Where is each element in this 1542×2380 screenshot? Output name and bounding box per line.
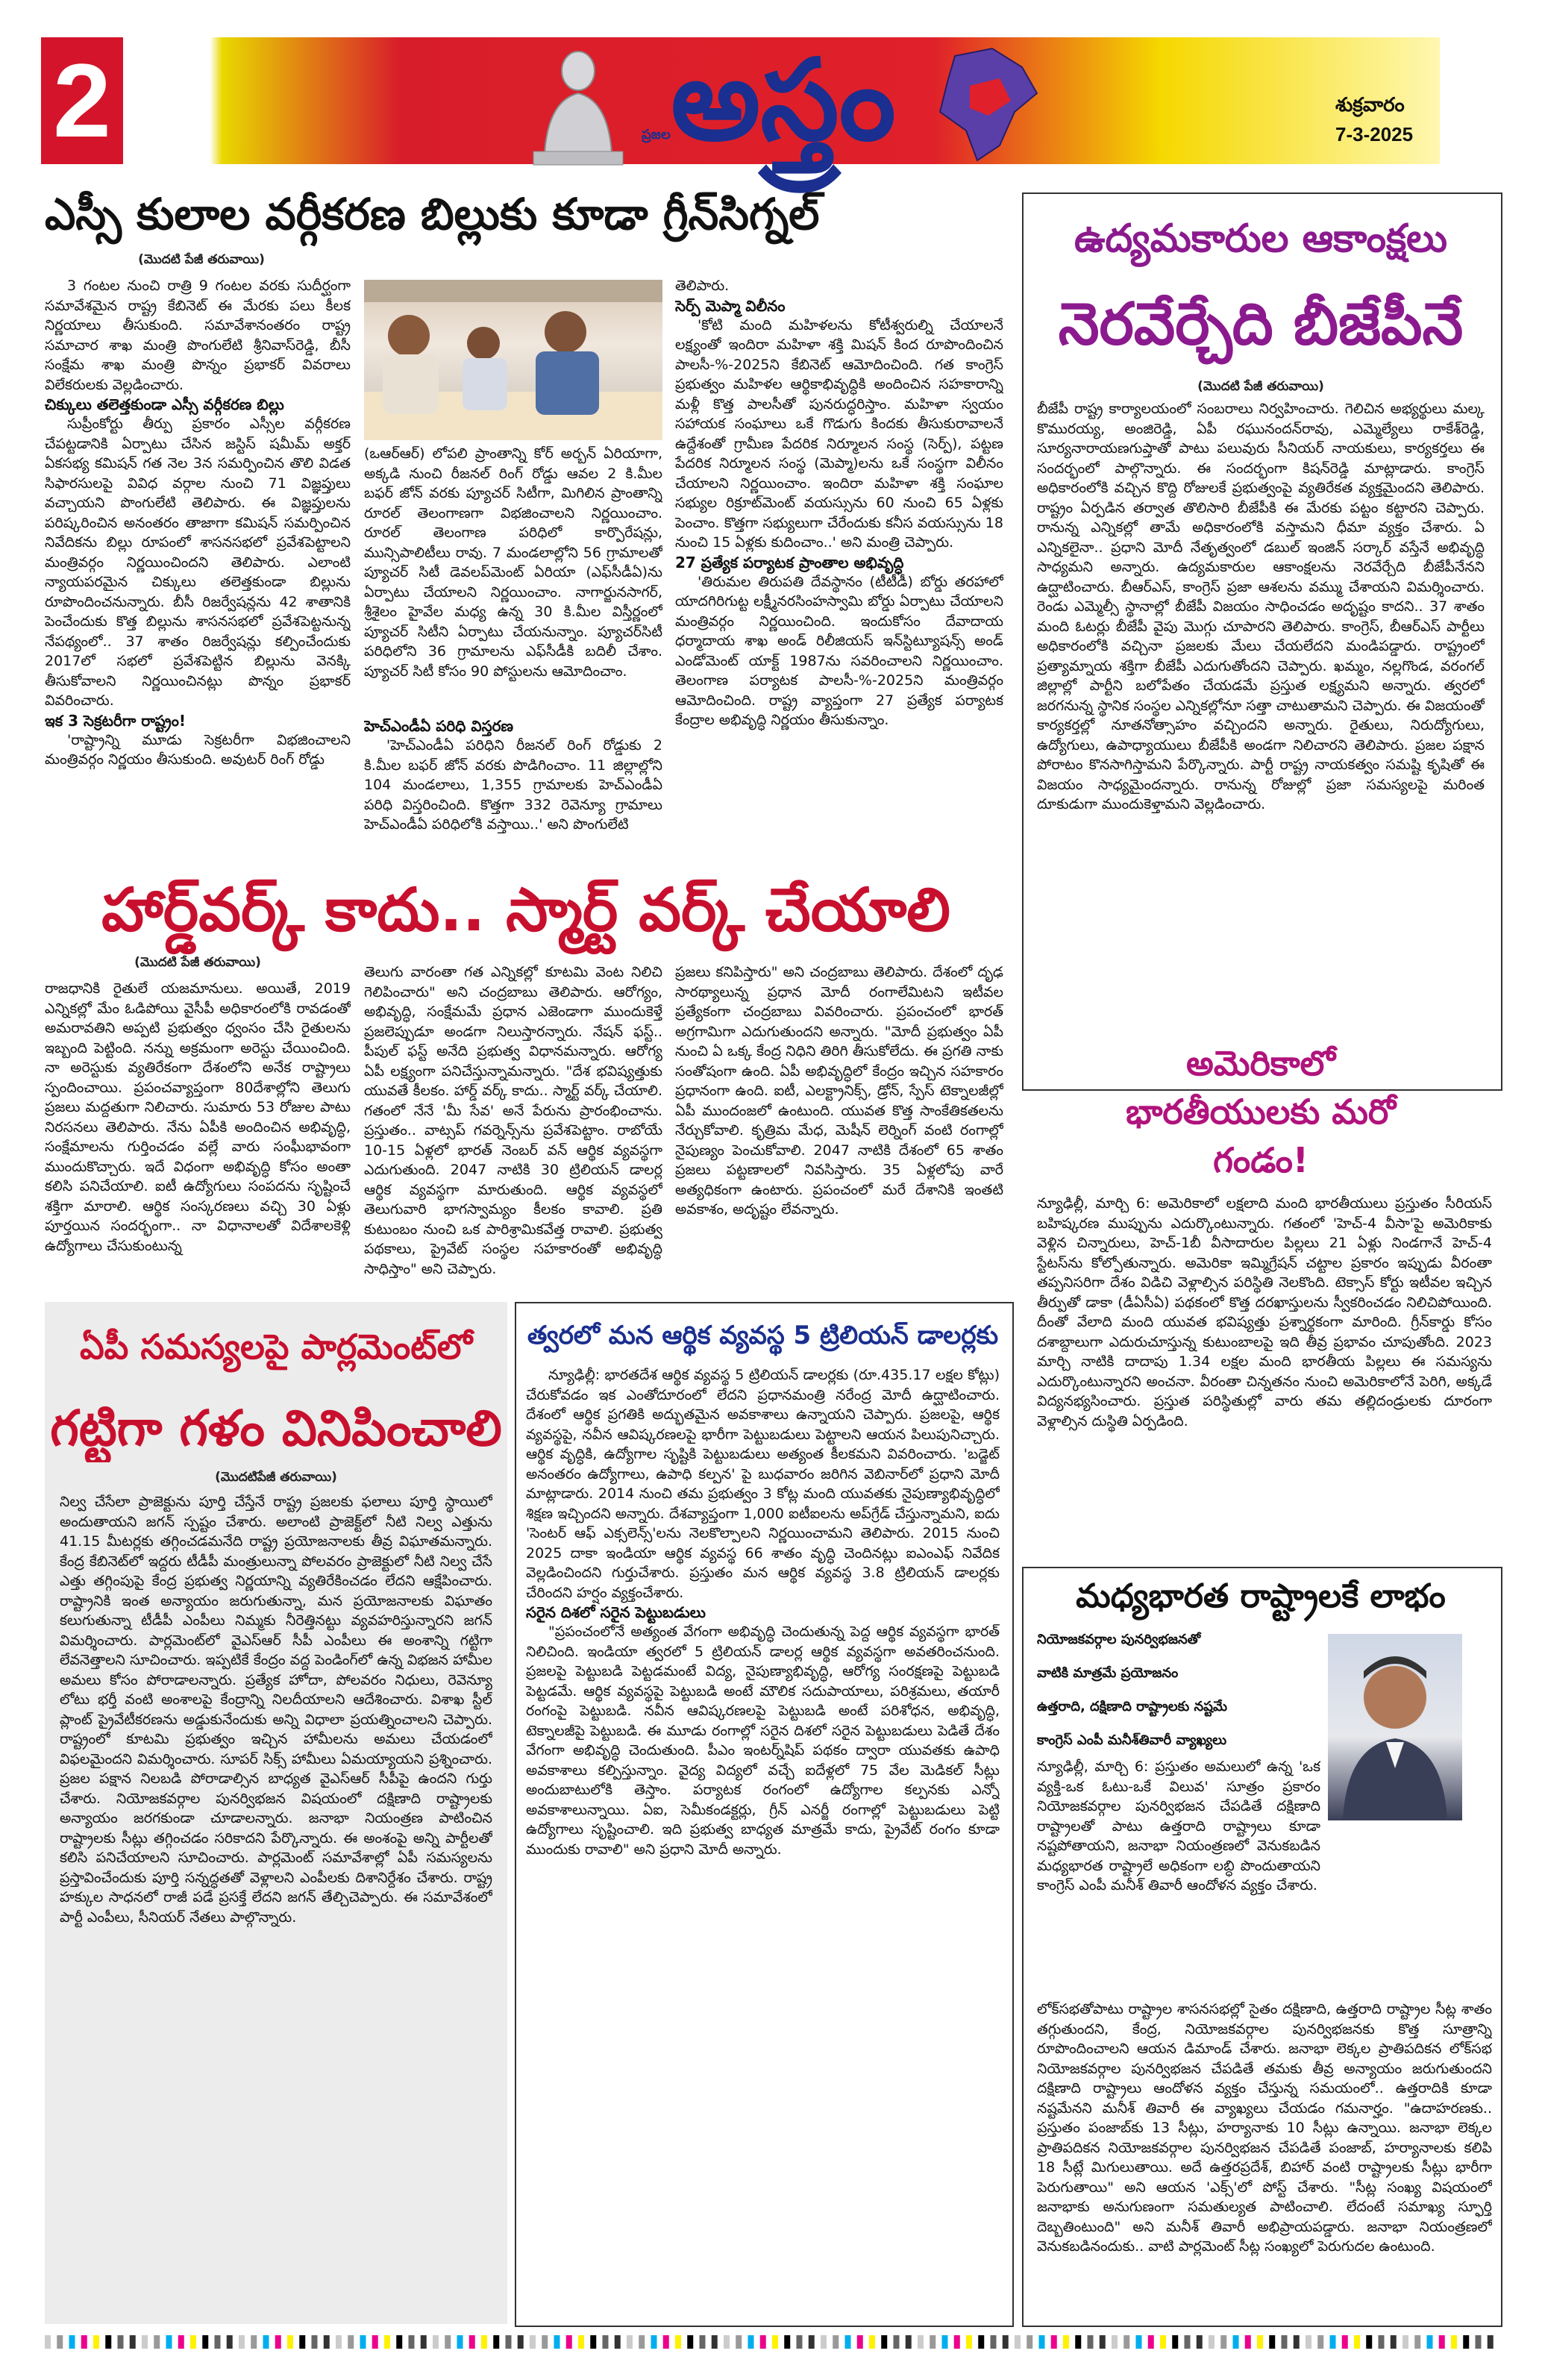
story3-body: బీజేపీ రాష్ట్ర కార్యాలయంలో సంబరాలు నిర్వహించారు. గెలిచిన అభ్యర్థులు మల్క కొమురయ్య, అంజిరెడ్డి, ఏపీ రఘునందన్‌రావు, ఎమ్మెల్యేలు రాకేశ్‌రెడ్డి, సూర్యనారాయణగుప్తాతో పాటు పలువురు సీనియర్ నాయకులు, కార్యకర్తలు ఈ సందర్భంలో పాల్గొన్నారు. ఈ సందర్భంగా కిషన్‌రెడ్డి మాట్లాడారు. కాంగ్రెస్ అధికారంలోకి వచ్చిన కొద్ది రోజులకే ప్రభుత్వంపై వ్యతిరేకత వ్యక్తమైందని తెలిపారు. రాష్ట్రం ఏర్పడిన తర్వాత తొలిసారి బీజేపీకి ఈ మేరకు పట్టం కట్టారని చెప్పారు. రానున్న ఎన్నికల్లో తామే అధికారంలోకి వస్తామని ధీమా వ్యక్తం చేశారు. ఏ ఎన్నికలైనా.. ప్రధాని మోదీ నేతృత్వంలో డబుల్ ఇంజిన్ సర్కార్ వస్తేనే అభివృద్ధి సాధ్యమని అన్నారు. ఉద్యమకారుల ఆకాంక్షలను నెరవేర్చేది బీజేపీనేనని ఉద్ఘాటించారు. బీఆర్ఎస్, కాంగ్రెస్ ప్రజా ఆశలను వమ్ము చేశాయని విమర్శించారు. రెండు ఎమ్మెల్సీ స్థానాల్లో బీజేపీ విజయం సాధించడం అదృష్టం కాదని.. 37 శాతం మంది ఓటర్లు బీజేపీ వైపు మొగ్గు చూపారని తెలిపారు. కాంగ్రెస్, బీఆర్ఎస్ పార్టీలు అధికారంలోకి వచ్చినా ప్రజలకు మేలు చేయలేదని మండిపడ్డారు. రాష్ట్రంలో ప్రత్యామ్నాయ శక్తిగా బీజేపీ ఎదుగుతోందని చెప్పారు. ఖమ్మం, నల్లగొండ, వరంగల్ జిల్లాల్లో పార్టీని బలోపేతం చేయడమే ప్రస్తుత లక్ష్యమని అన్నారు. త్వరలో జరగనున్న స్థానిక సంస్థల ఎన్నికల్లోనూ సత్తా చాటుతామని చెప్పారు. ఈ విజయంతో కార్యకర్తల్లో నూతనోత్సాహం వచ్చిందని అన్నారు. రైతులు, నిరుద్యోగులు, ఉద్యోగులు, ఉపాధ్యాయులు బీజేపీకి అండగా నిలిచారని తెలిపారు. ప్రజల పక్షాన పోరాటం కొనసాగిస్తామని పేర్కొన్నారు. పార్టీ రాష్ట్ర నాయకత్వం సమష్టి కృషితో ఈ విజయం సాధ్యమైందన్నారు. రానున్న రోజుల్లో ప్రజా సమస్యలపై మరింత దూకుడుగా ముందుకెళ్తామని వెల్లడించారు. [1037, 401, 1485, 812]
story3-headline-line2: నెరవేర్చేది బీజేపీనే [1058, 291, 1464, 358]
story6-body2: "ప్రపంచంలోనే అత్యంత వేగంగా అభివృద్ధి చెందుతున్న పెద్ద ఆర్థిక వ్యవస్థగా భారత్ నిలిచింది. ఇండియా త్వరలో 5 ట్రిలియన్ డాలర్ల ఆర్థిక వ్యవస్థగా అవతరించనుంది. ప్రజలపై పెట్టుబడి పెట్టడమంటే విద్య, నైపుణ్యాభివృద్ధి, ఆరోగ్య సంరక్షణపై పెట్టుబడి పెట్టడమే. ఆర్థిక వ్యవస్థపై పెట్టుబడి అంటే మౌలిక సదుపాయాలు, పరిశ్రమలు, తయారీ రంగంపై పెట్టుబడి. నవీన ఆవిష్కరణలపై పెట్టుబడి అంటే పరిశోధన, అభివృద్ధి, టెక్నాలజీపై పెట్టుబడి. ఈ మూడు రంగాల్లో సరైన దిశలో సరైన పెట్టుబడులు పెడితే దేశం వేగంగా అభివృద్ధి చెందుతుంది. పీఎం ఇంటర్న్‌షిప్ పథకం ద్వారా యువతకు ఉపాధి అవకాశాలు కల్పిస్తున్నాం. వైద్య విద్యలో వచ్చే ఐదేళ్లలో 75 వేల మెడికల్ సీట్లు అందుబాటులోకి తెస్తాం. పర్యాటక రంగంలో ఉద్యోగాల కల్పనకు ఎన్నో అవకాశాలున్నాయి. ఏఐ, సెమీకండక్టర్లు, గ్రీన్ ఎనర్జీ రంగాల్లో పెట్టుబడులు పెట్టి ఉద్యోగాలు సృష్టించాలి. ఇది ప్రభుత్వ బాధ్యత మాత్రమే కాదు, ప్రైవేట్ రంగం కూడా ముందుకు రావాలి" అని ప్రధాని మోదీ అన్నారు. [526, 1623, 1000, 1858]
story1-sub2: ఇక 3 సెక్రటరీగా రాష్ట్రం! [45, 711, 186, 730]
person-portrait-illustration [1328, 1634, 1462, 1820]
story2-byline: (మొదటి పేజీ తరువాయి) [134, 955, 261, 970]
story2-col2: తెలుగు వారంతా గత ఎన్నికల్లో కూటమి వెంట నిలిచి గెలిపించారు" అని చంద్రబాబు తెలిపారు. ఆరోగ్యం, అభివృద్ధి, సంక్షేమమే ప్రధాన ఎజెండాగా ముందుకెళ్తే ప్రజలెప్పుడూ అండగా నిలుస్తారన్నారు. నేషన్ ఫస్ట్.. పీపుల్ ఫస్ట్ అనేది ప్రభుత్వ విధానమన్నారు. ఆరోగ్య ఏపీ లక్ష్యంగా పనిచేస్తున్నామన్నారు. "దేశ భవిష్యత్తుకు యువతే కీలకం. హార్డ్ వర్క్ కాదు.. స్మార్ట్ వర్క్ చేయాలి. గతంలో నేనే 'మీ సేవ' అనే పేరును ప్రారంభించాను. ప్రస్తుతం.. వాట్సప్ గవర్నెన్స్‌ను ప్రవేశపెట్టాం. రాబోయే 10-15 ఏళ్లలో భారత్ నెంబర్ వన్ ఆర్థిక వ్యవస్థగా ఎదుగుతుంది. 2047 నాటికి 30 ట్రిలియన్ డాలర్ల ఆర్థిక వ్యవస్థగా మారుతుంది. ఆర్థిక వ్యవస్థలో తెలుగువారి భాగస్వామ్యం కీలకం కావాలి. ప్రతి కుటుంబం నుంచి ఒక పారిశ్రామికవేత్త రావాలి. ప్రభుత్వ పథకాలు, ప్రైవేట్ సంస్థల సహకారంతో అభివృద్ధి సాధిస్తాం" అని చెప్పారు. [364, 964, 662, 1277]
story7-sub1: నియోజకవర్గాల పునర్విభజనతో [1037, 1632, 1201, 1647]
story2-col1: రాజధానికి రైతులే యజమానులు. అయితే, 2019 ఎన్నికల్లో మేం ఓడిపోయి వైసీపీ అధికారంలోకి రావడంతో అమరావతిని అప్పటి ప్రభుత్వం ధ్వంసం చేసి రైతులను ఇబ్బంది పెట్టింది. నన్ను అక్రమంగా అరెస్టు చేయించింది. నా అరెస్టుకు వ్యతిరేకంగా దేశంలోని అనేక రాష్ట్రాలు స్పందించాయి. ప్రపంచవ్యాప్తంగా 80దేశాల్లోని తెలుగు ప్రజలు మద్దతుగా నిలిచారు. సుమారు 53 రోజుల పాటు నిరసనలు తెలిపారు. నేను ఏపీకి అందించిన అభివృద్ధి, సంక్షేమాలను గుర్తించడం వల్లే వారు సంఘీభావంగా ముందుకొచ్చారు. ఇదే విధంగా అభివృద్ధి కోసం అంతా కలిసి పనిచేయాలి. ఐటీ ఉద్యోగులు సంపదను సృష్టించే శక్తిగా మారాలి. ఆర్థిక సంస్కరణలు వచ్చి 30 ఏళ్లు పూర్తయిన సందర్భంగా.. నా విధానాలతో విదేశాలకెళ్లి ఉద్యోగాలు చేసుకుంటున్న [45, 980, 351, 1254]
masthead [0, 0, 1542, 179]
story7-sub3: ఉత్తరాది, దక్షిణాది రాష్ట్రాలకు నష్టమే [1037, 1699, 1228, 1714]
press-meet-illustration [364, 280, 662, 440]
story1-byline: (మొదటి పేజీ తరువాయి) [138, 252, 265, 267]
story1-col1-p2: సుప్రీంకోర్టు తీర్పు ప్రకారం ఎస్సీల వర్గీకరణ చేపట్టడానికి ఏర్పాటు చేసిన జస్టిస్ షమీమ్ అక్తర్ ఏకసభ్య కమిషన్ గత నెల 3న సమర్పించిన తొలి విడత సిఫారసులపై వివిధ వర్గాల నుంచి 71 విజ్ఞప్తులు వచ్చాయని పొంగులేటి తెలిపారు. ఈ విజ్ఞప్తులను పరిష్కరించిన అనంతరం తాజాగా కమిషన్ సమర్పించిన నివేదికను బిల్లు రూపంలో శాసనసభలో ప్రవేశపెట్టాలని మంత్రివర్గం నిర్ణయించిందని తెలిపారు. ఎలాంటి న్యాయపరమైన చిక్కులు తలెత్తకుండా బిల్లును రూపొందించనున్నారు. బీసీ రిజర్వేషన్లను 42 శాతానికి పెంచేందుకు కొత్త బిల్లును శాసనసభలో ప్రవేశపెట్టనున్న నేపథ్యంలో.. 37 శాతం రిజర్వేషన్లు కల్పించేందుకు 2017లో సభలో ప్రవేశపెట్టిన బిల్లును వెనక్కి తీసుకోవాలని నిర్ణయించినట్లు పొన్నం ప్రభాకర్ వివరించారు. [45, 416, 351, 709]
story6-headline: త్వరలో మన ఆర్థిక వ్యవస్థ 5 ట్రిలియన్ డాలర్లకు [527, 1321, 999, 1350]
story6-body1: న్యూఢిల్లీ: భారతదేశ ఆర్థిక వ్యవస్థ 5 ట్రిలియన్ డాలర్లకు (రూ.435.17 లక్షల కోట్లు) చేరుకోవడం ఇక ఎంతోదూరంలో లేదని ప్రధానమంత్రి నరేంద్ర మోదీ ఉద్ఘాటించారు. దేశంలో ఆర్థిక ప్రగతికి అద్భుతమైన అవకాశాలు ఉన్నాయని చెప్పారు. ప్రజలపై, ఆర్థిక వ్యవస్థపై, నవీన ఆవిష్కరణలపై భారీగా పెట్టుబడులు పెట్టాలని ఆయన పిలుపునిచ్చారు. ఆర్థిక వృద్ధికి, ఉద్యోగాల సృష్టికి పెట్టుబడులు అత్యంత కీలకమని వివరించారు. 'బడ్జెట్ అనంతరం ఉద్యోగాలు, ఉపాధి కల్పన' పై బుధవారం జరిగిన వెబినార్‌లో ప్రధాని మోదీ మాట్లాడారు. 2014 నుంచి తమ ప్రభుత్వం 3 కోట్ల మంది యువతకు నైపుణ్యాభివృద్ధిలో శిక్షణ ఇచ్చిందని అన్నారు. దేశవ్యాప్తంగా 1,000 ఐటీఐలను అప్‌గ్రేడ్ చేస్తున్నామని, ఐదు 'సెంటర్ ఆఫ్ ఎక్సలెన్స్'లను నెలకొల్పాలని నిర్ణయించామని తెలిపారు. 2015 నుంచి 2025 దాకా ఇండియా ఆర్థిక వ్యవస్థ 66 శాతం వృద్ధి చెందినట్లు ఐఎంఎఫ్ నివేదిక వెల్లడించిందని గుర్తుచేశారు. ప్రస్తుతం మన ఆర్థిక వ్యవస్థ 3.8 ట్రిలియన్ డాలర్లకు చేరిందని హర్షం వ్యక్తంచేశారు. [526, 1367, 1000, 1601]
story3-headline-line1: ఉద్యమకారుల ఆకాంక్షలు [1074, 216, 1447, 261]
story1-col3-p3: 'తిరుమల తిరుపతి దేవస్థానం (టీటీడీ) బోర్డు తరహాలో యాదగిరిగుట్ట లక్ష్మీనరసింహస్వామి బోర్డు ఏర్పాటు చేయాలని మంత్రివర్గం నిర్ణయించింది. ఇందుకోసం దేవాదాయ ధర్మాదాయ శాఖ అండ్ రిలీజియస్ ఇన్‌స్టిట్యూషన్స్ అండ్ ఎండోమెంట్ యాక్ట్ 1987ను సవరించాలని నిర్ణయించాం. తెలంగాణ పర్యాటక పాలసీ-%-2025ని మంత్రివర్గం ఆమోదించింది. రాష్ట్ర వ్యాప్తంగా 27 ప్రత్యేక పర్యాటక కేంద్రాల అభివృద్ధి నిర్ణయం తీసుకున్నాం. [675, 573, 1003, 728]
story5-byline: (మొదటిపేజీ తరువాయి) [215, 1470, 337, 1485]
story1-col3 [675, 276, 1003, 854]
story1-col1 [45, 276, 351, 854]
manish-tewari-photo [1328, 1634, 1462, 1820]
story4-headline-line2: భారతీయులకు మరో [1126, 1092, 1396, 1132]
story1-col3-sub1: సెర్ప్ మెప్మా విలీనం [675, 296, 786, 315]
story5-body: నిల్వ చేసేలా ప్రాజెక్టును పూర్తి చేస్తేనే రాష్ట్ర ప్రజలకు ఫలాలు పూర్తి స్థాయిలో అందుతాయని జగన్ స్పష్టం చేశారు. అలాంటి ప్రాజెక్ట్‌లో నీటి నిల్వ ఎత్తును 41.15 మీటర్లకు తగ్గించడమనేది రాష్ట్ర ప్రయోజనాలకు తీవ్ర విఘాతమన్నారు. కేంద్ర కేబినెట్‌లో ఇద్దరు టీడీపీ మంత్రులున్నా పోలవరం ప్రాజెక్టులో నీటి నిల్వ చేసే ఎత్తు తగ్గింపుపై కేంద్ర ప్రభుత్వ నిర్ణయాన్ని వ్యతిరేకించడం లేదని ఆక్షేపించారు. రాష్ట్రానికి ఇంత అన్యాయం జరుగుతున్నా, మన ప్రయోజనాలకు విఘాతం కలుగుతున్నా టీడీపీ ఎంపీలు నిమ్మకు నీరెత్తినట్టు వ్యవహరిస్తున్నారని జగన్ విమర్శించారు. పార్లమెంట్‌లో వైఎస్ఆర్ సీపీ ఎంపీలు ఈ అంశాన్ని గట్టిగా లేవనెత్తాలని సూచించారు. ఇప్పటికే కేంద్రం వద్ద పెండింగ్‌లో ఉన్న విభజన హామీల అమలు కోసం పోరాడాలన్నారు. ప్రత్యేక హోదా, పోలవరం నిధులు, రెవెన్యూ లోటు భర్తీ వంటి అంశాలపై కేంద్రాన్ని నిలదీయాలని ఆదేశించారు. విశాఖ స్టీల్ ప్లాంట్ ప్రైవేటీకరణను అడ్డుకునేందుకు అన్ని విధాలా ప్రయత్నించాలని చెప్పారు. రాష్ట్రంలో కూటమి ప్రభుత్వం ఇచ్చిన హామీలను అమలు చేయడంలో విఫలమైందని విమర్శించారు. సూపర్ సిక్స్ హామీలు ఏమయ్యాయని ప్రశ్నించారు. ప్రజల పక్షాన నిలబడి పోరాడాల్సిన బాధ్యత వైఎస్ఆర్ సీపీపై ఉందని గుర్తు చేశారు. నియోజకవర్గాల పునర్విభజన విషయంలో దక్షిణాది రాష్ట్రాలకు అన్యాయం జరగకుండా చూడాలన్నారు. జనాభా నియంత్రణ పాటించిన రాష్ట్రాలకు సీట్లు తగ్గించడం సరికాదని పేర్కొన్నారు. ఈ అంశంపై అన్ని పార్టీలతో కలిసి పనిచేయాలని సూచించారు. పార్లమెంట్ సమావేశాల్లో ఏపీ సమస్యలను ప్రస్తావించేందుకు పూర్తి సన్నద్ధతతో వెళ్లాలని ఎంపీలకు దిశానిర్దేశం చేశారు. రాష్ట్ర హక్కుల సాధనలో రాజీ పడే ప్రసక్తే లేదని జగన్ తేల్చిచెప్పారు. ఈ సమావేశంలో పార్టీ ఎంపీలు, సీనియర్ నేతలు పాల్గొన్నారు. [60, 1494, 492, 1926]
story4-body: న్యూఢిల్లీ, మార్చి 6: అమెరికాలో లక్షలాది మంది భారతీయులు ప్రస్తుతం సీరియస్ బహిష్కరణ ముప్పును ఎదుర్కొంటున్నారు. గతంలో 'హెచ్-4 వీసా'పై అమెరికాకు వెళ్లిన చిన్నారులు, హెచ్-1బీ వీసాదారుల పిల్లలు 21 ఏళ్లు నిండగానే హెచ్-4 స్టేటస్‌ను కోల్పోతున్నారు. అమెరికా ఇమ్మిగ్రేషన్ చట్టాల ప్రకారం ఇప్పుడు వీరంతా తప్పనిసరిగా దేశం విడిచి వెళ్లాల్సిన పరిస్థితి నెలకొంది. టెక్సాస్ కోర్టు ఇటీవల ఇచ్చిన తీర్పుతో డాకా (డీఏసీఏ) పథకంలో కొత్త దరఖాస్తులను స్వీకరించడం నిలిచిపోయింది. దీంతో వేలాది మంది యువత భవిష్యత్తు ప్రశ్నార్థకంగా మారింది. గ్రీన్‌కార్డు కోసం దశాబ్దాలుగా ఎదురుచూస్తున్న కుటుంబాలపై ఇది తీవ్ర ప్రభావం చూపుతోంది. 2023 మార్చి నాటికి దాదాపు 1.34 లక్షల మంది భారతీయ పిల్లలు ఈ సమస్యను ఎదుర్కొంటున్నారని అంచనా. వీరంతా చిన్నతనం నుంచి అమెరికాలోనే పెరిగి, అక్కడే విద్యనభ్యసించారు. ప్రస్తుత పరిస్థితుల్లో వారు తమ తల్లిదండ్రులకు దూరంగా వెళ్లాల్సిన దుస్థితి ఏర్పడింది. [1037, 1195, 1492, 1429]
story7-body-narrow: న్యూఢిల్లీ, మార్చి 6: ప్రస్తుతం అమలులో ఉన్న 'ఒక వ్యక్తి-ఒక ఓటు-ఒకే విలువ' సూత్రం ప్రకారం నియోజకవర్గాల పునర్విభజన చేపడితే దక్షిణాది రాష్ట్రాలతో పాటు ఉత్తరాది రాష్ట్రాలు కూడా నష్టపోతాయని, జనాభా నియంత్రణలో వెనుకబడిన మధ్యభారత రాష్ట్రాలే అధికంగా లబ్ధి పొందుతాయని కాంగ్రెస్ ఎంపీ మనీశ్ తివారీ ఆందోళన వ్యక్తం చేశారు. [1037, 1759, 1320, 1894]
story1-col3-sub2: 27 ప్రత్యేక పర్యాటక ప్రాంతాల అభివృద్ధి [675, 553, 904, 571]
state-map-icon [925, 41, 1052, 168]
story5-headline-line1: ఏపీ సమస్యలపై పార్లమెంట్‌లో [79, 1327, 473, 1367]
color-registration-bar [45, 2335, 1499, 2349]
story2-col3: ప్రజలు కనిపిస్తారు" అని చంద్రబాబు తెలిపారు. దేశంలో దృఢ సారథ్యాలున్న ప్రధాన మోదీ రంగాలేమిటని ఇటీవల ప్రత్యేకంగా చంద్రబాబు వివరించారు. ప్రపంచంలో భారత్ అగ్రగామిగా ఎదుగుతుందని అన్నారు. "మోదీ ప్రభుత్వం ఏపీ నుంచి ఏ ఒక్క కేంద్ర నిధిని తిరిగి తీసుకోలేదు. ఈ ప్రగతి నాకు సంతోషంగా ఉంది. ఏపీ అభివృద్ధిలో కేంద్రం ఇచ్చిన సహకారం ప్రధానంగా ఉంది. ఐటీ, ఎలక్ట్రానిక్స్, డ్రోన్, స్పేస్ టెక్నాలజీల్లో ఏపీ ముందంజలో ఉంటుంది. యువత కొత్త సాంకేతికతలను నేర్చుకోవాలి. కృత్రిమ మేధ, మెషీన్ లెర్నింగ్ వంటి రంగాల్లో నైపుణ్యం పెంచుకోవాలి. 2047 నాటికి దేశంలో 65 శాతం ప్రజలు పట్టణాలలో నివసిస్తారు. 35 ఏళ్లలోపు వారే అత్యధికంగా ఉంటారు. ప్రపంచంలో మరే దేశానికి ఇంతటి అవకాశం, అదృష్టం లేవన్నారు. [675, 964, 1003, 1218]
story1-col2-p: 'హెచ్‌ఎండీఏ పరిధిని రీజనల్ రింగ్ రోడ్డుకు 2 కి.మీల బఫర్ జోన్ వరకు పొడిగించాం. 11 జిల్లాల్లోని 104 మండలాలు, 1,355 గ్రామాలకు హెచ్‌ఎండీఏ పరిధి విస్తరించింది. కొత్తగా 332 రెవెన్యూ గ్రామాలు హెచ్‌ఎండీఏ పరిధిలోకి వస్తాయి..' అని పొంగులేటి [364, 737, 662, 833]
story4-headline-line3: గండం! [1213, 1140, 1308, 1180]
story1-col1-p3: 'రాష్ట్రాన్ని మూడు సెక్రటరీగా విభజించాలని మంత్రివర్గం నిర్ణయం తీసుకుంది. అవుటర్ రింగ్ రోడ్డు [45, 731, 351, 768]
story3-byline: (మొదటి పేజీ తరువాయి) [1197, 379, 1324, 394]
newspaper-logo: అస్త్రం [671, 36, 896, 166]
story6-sub: సరైన దిశలో సరైన పెట్టుబడులు [526, 1603, 706, 1621]
story1-col2-sub: హెచ్‌ఎండీఏ పరిధి విస్తరణ [364, 717, 514, 735]
story1-col1-p1: 3 గంటల నుంచి రాత్రి 9 గంటల వరకు సుదీర్ఘంగా సమావేశమైన రాష్ట్ర కేబినెట్ ఈ మేరకు పలు కీలక నిర్ణయాలు తీసుకుంది. సమావేశానంతరం రాష్ట్ర సమాచార శాఖ మంత్రి పొంగులేటి శ్రీనివాస్‌రెడ్డి, బీసీ సంక్షేమ శాఖ మంత్రి పొన్నం ప్రభాకర్ వివరాలు విలేకరులకు వెల్లడించారు. [45, 278, 351, 393]
buddha-statue-icon [522, 41, 634, 168]
story1-col3-p1: తెలిపారు. [675, 278, 730, 294]
page-number: 2 [41, 37, 123, 164]
story1-headline: ఎస్సీ కులాల వర్గీకరణ బిల్లుకు కూడా గ్రీన్‌సిగ్నల్ [45, 189, 820, 239]
story7-sub4: కాంగ్రెస్ ఎంపీ మనీశ్‌తివారీ వ్యాఖ్యలు [1037, 1732, 1227, 1748]
story7-headline: మధ్యభారత రాష్ట్రాలకే లాభం [1076, 1577, 1446, 1615]
story7-sub2: వాటికి మాత్రమే ప్రయోజనం [1037, 1665, 1179, 1681]
day-label: శుక్రవారం [1335, 93, 1405, 116]
story6-body [526, 1365, 1000, 2313]
cabinet-press-photo [364, 280, 662, 440]
story2-headline: హార్డ్‌వర్క్ కాదు.. స్మార్ట్ వర్క్ చేయాలి [101, 875, 950, 945]
story1-col2 [364, 716, 662, 854]
story1-photo-caption: (ఒఆర్‌ఆర్) లోపలి ప్రాంతాన్ని కోర్ అర్బన్ ఏరియాగా, అక్కడి నుంచి రీజనల్ రింగ్ రోడ్డు ఆవల 2 కి.మీల బఫర్ జోన్ వరకు ప్యూచర్ సిటీగా, మిగిలిన ప్రాంతాన్ని రూరల్ తెలంగాణగా విభజించాలని నిర్ణయించాం. రూరల్ తెలంగాణ పరిధిలో కార్పొరేషన్లు, మున్సిపాలిటీలు రావు. 7 మండలాల్లోని 56 గ్రామాలతో ప్యూచర్ సిటీ డెవలప్‌మెంట్ ఏరియా (ఎఫ్‌సీడీఏ)ను ఏర్పాటు చేయాలని నిర్ణయించాం. నాగార్జునసాగర్, శ్రీశైలం హైవేల మధ్య ఉన్న 30 కి.మీల విస్తీర్ణంలో ప్యూచర్ సిటీని ఏర్పాటు చేయనున్నాం. ప్యూచర్‌సిటీ పరిధిలోని 36 గ్రామాలను ఎఫ్‌సీడీకి బదిలీ చేశాం. ప్యూచర్ సిటీ కోసం 90 పోస్టులను ఆమోదించాం. [364, 445, 662, 680]
story4-headline-line1: అమెరికాలో [1186, 1043, 1335, 1083]
date-label: 7-3-2025 [1335, 123, 1414, 145]
story1-col3-p2: 'కోటి మంది మహిళలను కోటీశ్వరుల్ని చేయాలనే లక్ష్యంతో ఇందిరా మహిళా శక్తి మిషన్ కింద రూపొందించిన పాలసీ-%-2025ని కేబినెట్ ఆమోదించింది. గత కాంగ్రెస్ ప్రభుత్వం మహిళల ఆర్థికాభివృద్ధికి అందించిన సహకారాన్ని మళ్లీ కొత్త పాలసీతో పునరుద్ధరిస్తాం. మహిళా స్వయం సహాయక సంఘాలు ఒకే గొడుగు కిందకు తీసుకురావాలనే ఉద్దేశంతో గ్రామీణ పేదరిక నిర్మూలన సంస్థ (సెర్ప్), పట్టణ పేదరిక నిర్మూలన సంస్థ (మెప్మా)లను ఒకే సంస్థగా విలీనం చేయాలని నిర్ణయించాం. ఇందిరా మహిళా శక్తి సంఘాల సభ్యుల రిక్రూట్‌మెంట్ వయస్సును 60 నుంచి 65 ఏళ్లకు పెంచాం. కొత్తగా సభ్యులుగా చేరేందుకు కనీస వయస్సును 18 నుంచి 15 ఏళ్లకు కుదించాం..' అని మంత్రి చెప్పారు. [675, 316, 1003, 551]
story7-body: లోక్‌సభతోపాటు రాష్ట్రాల శాసనసభల్లో సైతం దక్షిణాది, ఉత్తరాది రాష్ట్రాల సీట్ల శాతం తగ్గుతుందని, కేంద్ర, నియోజకవర్గాల పునర్విభజనకు కొత్త సూత్రాన్ని రూపొందించాలని ఆయన డిమాండ్ చేశారు. జనాభా లెక్కల ప్రాతిపదికన లోక్‌సభ నియోజకవర్గాల పునర్విభజన చేపడితే తమకు తీవ్ర అన్యాయం జరుగుతుందని దక్షిణాది రాష్ట్రాలు ఆందోళన వ్యక్తం చేస్తున్న సమయంలో.. ఉత్తరాదికి కూడా నష్టమేనని మనీశ్ తివారీ ఈ వ్యాఖ్యలు చేయడం గమనార్హం. "ఉదాహరణకు.. ప్రస్తుతం పంజాబ్‌కు 13 సీట్లు, హర్యానాకు 10 సీట్లు ఉన్నాయి. జనాభా లెక్కల ప్రాతిపదికన నియోజకవర్గాల పునర్విభజన చేపడితే పంజాబ్, హర్యానాలకు కలిపి 18 సీట్లే మిగులుతాయి. అదే ఉత్తరప్రదేశ్, బిహార్ వంటి రాష్ట్రాలకు సీట్లు భారీగా పెరుగుతాయి" అని ఆయన 'ఎక్స్'లో పోస్ట్ చేశారు. "సీట్ల సంఖ్య విషయంలో జనాభాకు అనుగుణంగా సమతుల్యత పాటించాలి. లేదంటే సమాఖ్య స్ఫూర్తి దెబ్బతింటుంది" అని మనీశ్ తివారీ అభిప్రాయపడ్డారు. జనాభా నియంత్రణలో వెనుకబడినందుకు.. వాటి పార్లమెంట్ సీట్ల సంఖ్యలో పెరుగుదల ఉంటుంది. [1037, 2001, 1492, 2255]
logo-small-text: ప్రజల [642, 127, 671, 143]
story5-headline-line2: గట్టిగా గళం వినిపించాలి [50, 1400, 502, 1457]
story1-sub1: చిక్కులు తలెత్తకుండా ఎస్సీ వర్గీకరణ బిల్లు [45, 395, 284, 413]
